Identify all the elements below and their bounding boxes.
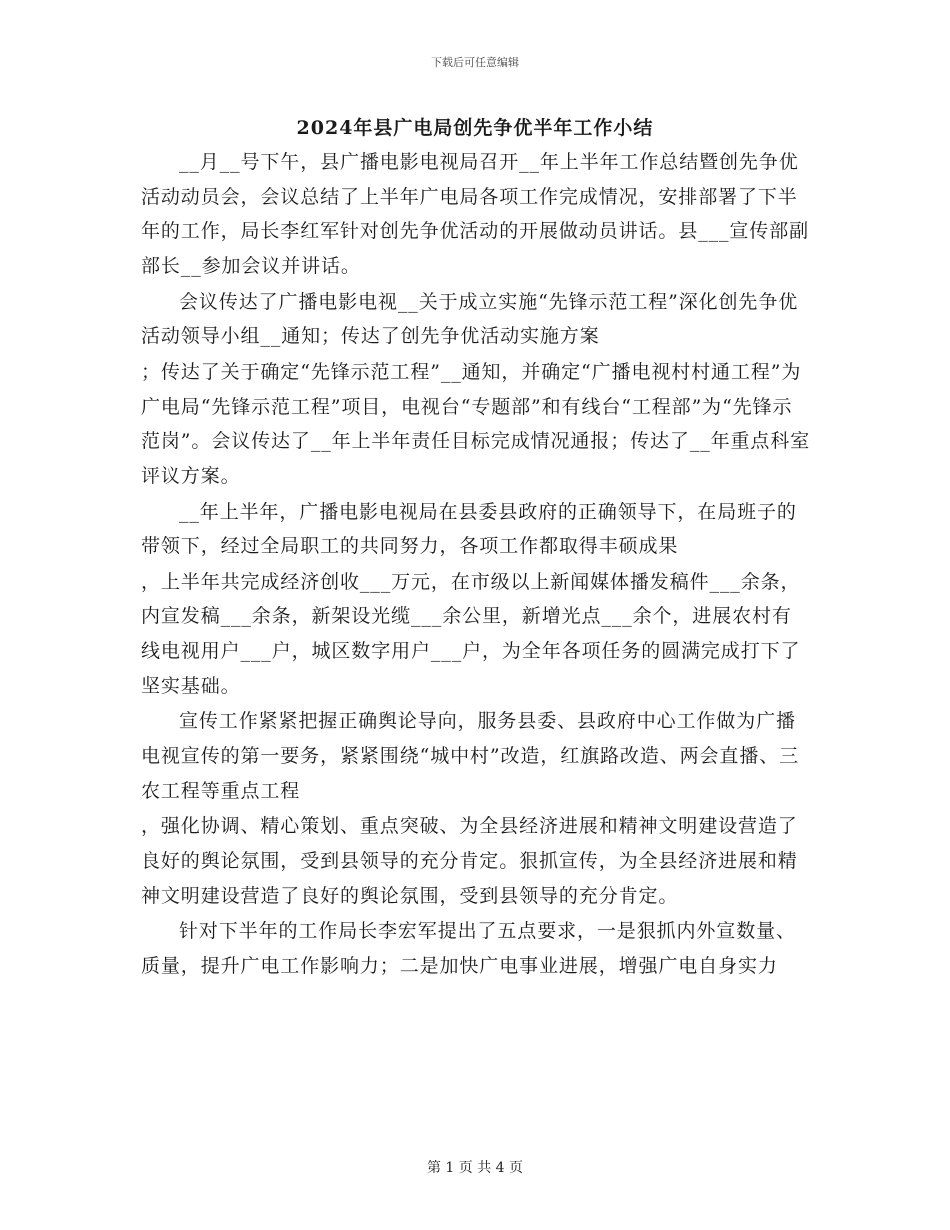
paragraph: __月__号下午，县广播电影电视局召开__年上半年工作总结暨创先争优活动动员会，会议总结了上半年广电局各项工作完成情况，安排部署了下半年的工作，局长李红军针对创先争优活动的开展做动员讲话。县___宣传部副部长__参加会议并讲话。: [141, 151, 810, 277]
paragraph: 会议传达了广播电影电视__关于成立实施“先锋示范工程”深化创先争优活动领导小组__通知；传达了创先争优活动实施方案: [141, 290, 799, 348]
paragraph: 针对下半年的工作局长李宏军提出了五点要求，一是狠抓内外宣数量、质量，提升广电工作影响力；二是加快广电事业进展，增强广电自身实力: [141, 920, 796, 977]
paragraph: __年上半年，广播电影电视局在县委县政府的正确领导下，在局班子的带领下，经过全局职工的共同努力，各项工作都取得丰硕成果: [141, 500, 797, 558]
paragraph: 宣传工作紧紧把握正确舆论导向，服务县委、县政府中心工作做为广播电视宣传的第一要务，紧紧围绕“城中村”改造，红旗路改造、两会直播、三农工程等重点工程: [141, 710, 800, 802]
page-footer: 第 1 页 共 4 页: [426, 1160, 524, 1176]
document-body: [141, 145, 811, 985]
document-title: 2024年县广电局创先争优半年工作小结: [296, 117, 654, 139]
header-note: 下载后可任意编辑: [431, 56, 519, 69]
paragraph: ，上半年共完成经济创收___万元，在市级以上新闻媒体播发稿件___余条，内宣发稿___余条，新架设光缆___余公里，新增光点___余个，进展农村有线电视用户___户，城区数字用户___户，为全年各项任务的圆满完成打下了坚实基础。: [141, 570, 801, 697]
paragraph: ，强化协调、精心策划、重点突破、为全县经济进展和精神文明建设营造了良好的舆论氛围，受到县领导的充分肯定。狠抓宣传，为全县经济进展和精神文明建设营造了良好的舆论氛围，受到县领导的充分肯定。: [141, 815, 798, 907]
paragraph: ；传达了关于确定“先锋示范工程”__通知，并确定“广播电视村村通工程”为广电局“先锋示范工程”项目，电视台“专题部”和有线台“工程部”为“先锋示范岗”。会议传达了__年上半年责任目标完成情况通报；传达了__年重点科室评议方案。: [141, 360, 811, 487]
